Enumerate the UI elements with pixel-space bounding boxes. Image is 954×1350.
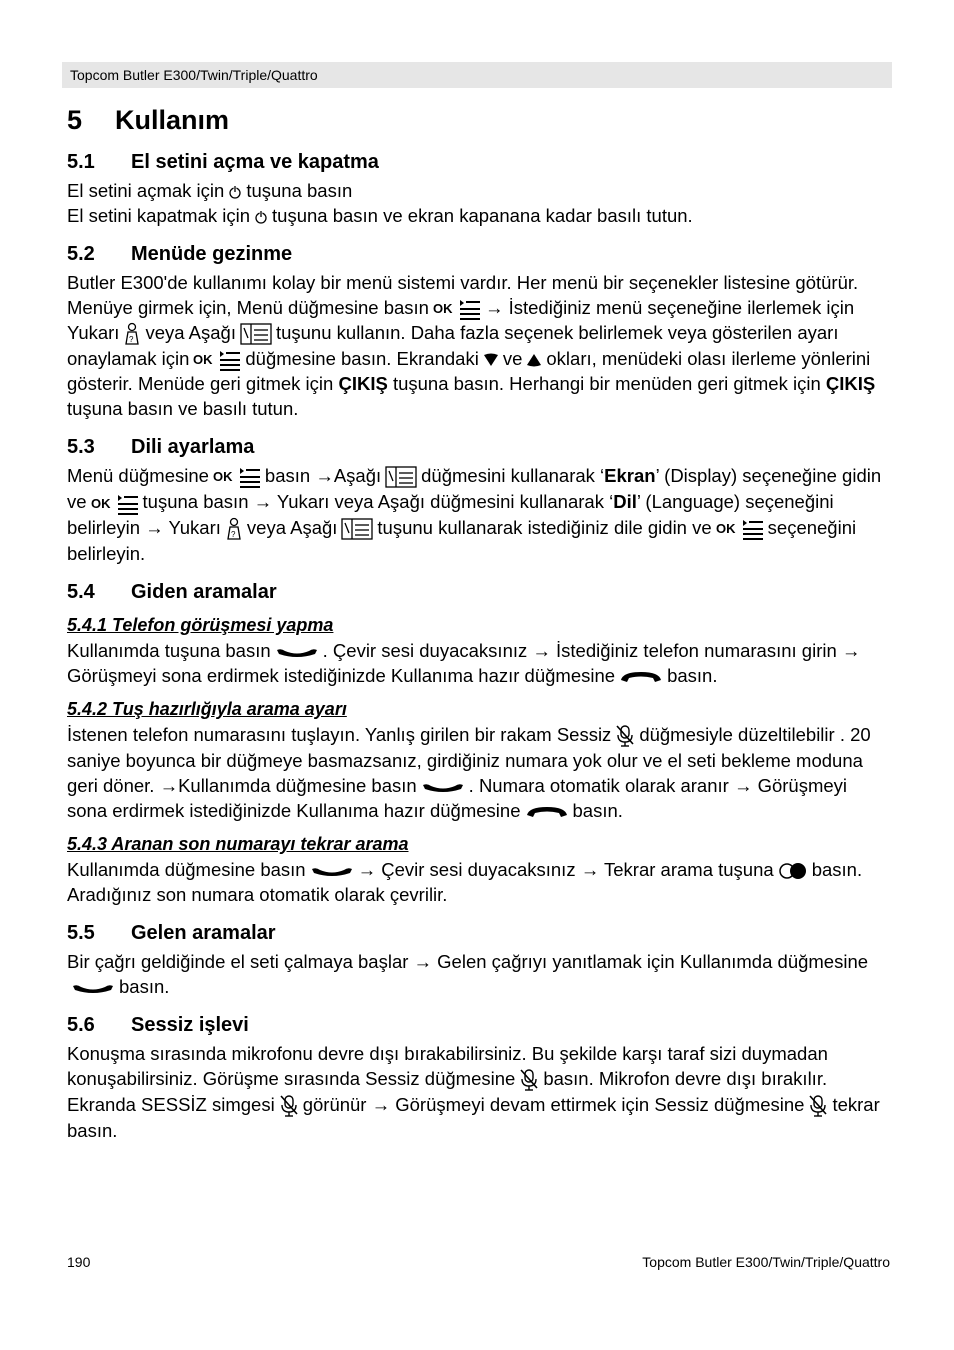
page-header (62, 62, 892, 88)
down-key-icon (385, 465, 417, 489)
section-5-3-heading: 5.3 Dili ayarlama (67, 436, 255, 459)
mute-icon (279, 1094, 299, 1118)
section-5-1-text: El setini açmak için tuşuna basın El setini kapatmak için tuşuna basın ve ekran kapanana kadar basılı tutun. (67, 180, 693, 226)
ok-menu-icon (433, 298, 481, 320)
power-icon (228, 185, 242, 199)
document-body (67, 100, 892, 1143)
ok-menu-icon (213, 466, 261, 488)
section-5-4-3-text: Kullanımda düğmesine basın → Çevir sesi duyacaksınız → Tekrar arama tuşuna basın. Aradığınız son numara otomatik olarak çevrilir. (67, 858, 863, 905)
section-5-3-text: Menü düğmesine basın →Aşağı düğmesini kullanarak ‘Ekran’ (Display) seçeneğine gidin ve tuşuna basın → Yukarı veya Aşağı düğmesini kullanarak ‘Dil’ (Language) seçeneğini belirleyin → Yukarı veya Aşağı tuşunu kullanarak istediğiniz dile gidin ve seçeneğini belirleyin. (67, 465, 882, 564)
arrow-down-icon (483, 353, 499, 367)
section-5-4-2-text: İstenen telefon numarasını tuşlayın. Yanlış girilen bir rakam Sessiz düğmesiyle düzeltilebilir . 20 saniye boyunca bir düğmeye basmazsanız, girdiğiniz numara yok olur ve el seti bekleme moduna geri döner. →Kullanımda düğmesine basın . Numara otomatik olarak aranır → Görüşmeyi sona erdirmek istediğinizde Kullanıma hazır düğmesine basın. (67, 723, 871, 821)
section-5-1-heading: 5.1 El setini açma ve kapatma (67, 151, 379, 173)
header-title: Topcom Butler E300/Twin/Triple/Quattro (70, 67, 318, 83)
section-5-2-text: Butler E300'de kullanımı kolay bir menü sistemi vardır. Her menü bir seçenekler listesine götürür. Menüye girmek için, Menü düğmesine basın → İstediğiniz menü seçeneğine ilerlemek için Yukarı veya Aşağı tuşunu kullanın. Daha fazla seçenek belirlemek veya gösterilen ayarı onaylamak için düğmesine basın. Ekrandaki ve okları, menüdeki olası ilerleme yönlerini gösterir. Menüde geri gitmek için ÇIKIŞ tuşuna basın. Herhangi bir menüden geri gitmek için ÇIKIŞ tuşuna basın ve basılı tutun. (67, 272, 876, 420)
page-number: 190 (67, 1254, 91, 1270)
power-icon (254, 210, 268, 224)
down-key-icon (341, 517, 373, 541)
call-icon (421, 780, 465, 794)
section-5-6-heading: 5.6 Sessiz işlevi (67, 1013, 249, 1036)
call-icon (310, 864, 354, 878)
section-5-heading: 5 Kullanım (67, 105, 230, 135)
section-5-4-1-heading: 5.4.1 Telefon görüşmesi yapma (67, 614, 334, 635)
mute-icon (519, 1068, 539, 1092)
footer-title: Topcom Butler E300/Twin/Triple/Quattro (642, 1254, 890, 1270)
section-5-6-text: Konuşma sırasında mikrofonu devre dışı bırakabilirsiniz. Bu şekilde karşı taraf sizi duymadan konuşabilirsiniz. Görüşme sırasında Sessiz düğmesine basın. Mikrofon devre dışı bırakılır. Ekranda SESSİZ simgesi görünür → Görüşmeyi devam ettirmek için Sessiz düğmesine tekrar basın. (67, 1042, 880, 1141)
section-5-2-heading: 5.2 Menüde gezinme (67, 243, 293, 265)
hangup-icon (619, 669, 663, 685)
section-5-4-2-heading: 5.4.2 Tuş hazırlığıyla arama ayarı (67, 698, 347, 719)
ok-menu-icon (91, 493, 139, 515)
up-key-icon (225, 517, 243, 541)
call-icon (275, 645, 319, 659)
section-5-4-heading: 5.4 Giden aramalar (67, 580, 277, 603)
mute-icon (615, 724, 635, 748)
section-5-4-1-text: Kullanımda tuşuna basın . Çevir sesi duyacaksınız → İstediğiniz telefon numarasını girin → Görüşmeyi sona erdirmek istediğinizde Kullanıma hazır düğmesine basın. (67, 639, 861, 686)
arrow-up-icon (526, 353, 542, 367)
down-key-icon (240, 322, 272, 346)
section-5-5-text: Bir çağrı geldiğinde el seti çalmaya başlar → Gelen çağrıyı yanıtlamak için Kullanımda düğmesine basın. (67, 950, 869, 997)
section-5-4-3-heading: 5.4.3 Aranan son numarayı tekrar arama (67, 833, 409, 854)
redial-icon (778, 862, 808, 880)
ok-menu-icon (193, 349, 241, 371)
section-5-5-heading: 5.5 Gelen aramalar (67, 921, 276, 944)
call-icon (71, 981, 115, 995)
ok-menu-icon (716, 518, 764, 540)
hangup-icon (525, 804, 569, 820)
up-key-icon (123, 322, 141, 346)
mute-icon (808, 1094, 828, 1118)
